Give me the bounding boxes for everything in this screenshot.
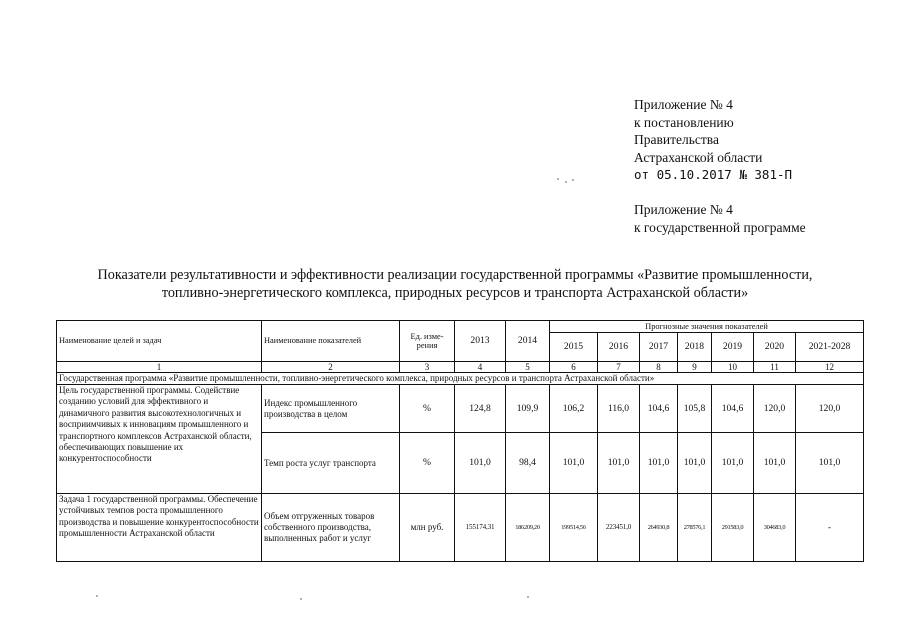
indicator-cell: Темп роста услуг транспорта bbox=[262, 433, 400, 494]
table-row bbox=[57, 385, 864, 433]
value-cell: 101,0 bbox=[712, 433, 754, 494]
header-forecast: Прогнозные значения показателей bbox=[550, 321, 864, 333]
goal-cell: Цель государственной программы. Содействие созданию условий для эффективного и динамичного развития высокотехнологичных и восприимчивых к инновациям промышленного и транспортного комплексов Астраханской области, обеспечивающих повышение их конкурентоспособности bbox=[57, 385, 262, 494]
annex-program-line: к государственной программе bbox=[634, 219, 806, 235]
value-cell: 186209,20 bbox=[506, 494, 550, 562]
unit-cell: % bbox=[400, 385, 455, 433]
header-year-2018: 2018 bbox=[678, 333, 712, 362]
column-index: 11 bbox=[754, 362, 796, 373]
title-line: топливно-энергетического комплекса, природных ресурсов и транспорта Астраханской области» bbox=[161, 285, 749, 301]
column-index: 7 bbox=[598, 362, 640, 373]
task-cell: Задача 1 государственной программы. Обеспечение устойчивых темпов роста промышленного производства и повышение конкурентоспособности промышленности Астраханской области bbox=[57, 494, 262, 562]
value-cell: - bbox=[796, 494, 864, 562]
column-index: 4 bbox=[455, 362, 506, 373]
value-cell: 124,8 bbox=[455, 385, 506, 433]
indicator-cell: Объем отгруженных товаров собственного производства, выполненных работ и услуг bbox=[262, 494, 400, 562]
header-unit: Ед. изме-рения bbox=[400, 321, 455, 362]
column-index: 3 bbox=[400, 362, 455, 373]
value-cell: 264930,8 bbox=[640, 494, 678, 562]
header-year-2014: 2014 bbox=[506, 321, 550, 362]
value-cell: 278576,1 bbox=[678, 494, 712, 562]
value-cell: 101,0 bbox=[550, 433, 598, 494]
scan-speck bbox=[300, 598, 302, 600]
header-year-2016: 2016 bbox=[598, 333, 640, 362]
program-row bbox=[57, 373, 864, 385]
header-year-2021-2028: 2021-2028 bbox=[796, 333, 864, 362]
annex-program-line: Приложение № 4 bbox=[634, 202, 733, 217]
value-cell: 101,0 bbox=[678, 433, 712, 494]
scan-speck bbox=[572, 179, 574, 181]
annex-decree-line: Приложение № 4 bbox=[634, 97, 733, 112]
header-year-2013: 2013 bbox=[455, 321, 506, 362]
indicators-table bbox=[56, 320, 864, 562]
value-cell: 304683,0 bbox=[754, 494, 796, 562]
table-row bbox=[57, 494, 864, 562]
value-cell: 98,4 bbox=[506, 433, 550, 494]
annex-decree-line: Правительства bbox=[634, 132, 719, 147]
column-index: 12 bbox=[796, 362, 864, 373]
column-index: 1 bbox=[57, 362, 262, 373]
decree-date-number: от 05.10.2017 № 381-П bbox=[634, 167, 793, 182]
value-cell: 120,0 bbox=[754, 385, 796, 433]
unit-cell: млн руб. bbox=[400, 494, 455, 562]
indicator-cell: Индекс промышленного производства в целом bbox=[262, 385, 400, 433]
header-year-2020: 2020 bbox=[754, 333, 796, 362]
annex-decree-line: Астраханской области bbox=[634, 149, 763, 165]
header-indicators: Наименование показателей bbox=[262, 321, 400, 362]
document-title bbox=[40, 266, 870, 302]
value-cell: 101,0 bbox=[796, 433, 864, 494]
title-line: Показатели результативности и эффективности реализации государственной программы «Развитие промышленности, bbox=[97, 267, 813, 283]
value-cell: 120,0 bbox=[796, 385, 864, 433]
value-cell: 101,0 bbox=[455, 433, 506, 494]
value-cell: 101,0 bbox=[640, 433, 678, 494]
value-cell: 104,6 bbox=[640, 385, 678, 433]
value-cell: 116,0 bbox=[598, 385, 640, 433]
column-index: 10 bbox=[712, 362, 754, 373]
scan-speck bbox=[557, 178, 559, 180]
header-year-2015: 2015 bbox=[550, 333, 598, 362]
column-index: 5 bbox=[506, 362, 550, 373]
column-index: 6 bbox=[550, 362, 598, 373]
value-cell: 105,8 bbox=[678, 385, 712, 433]
program-title-cell: Государственная программа «Развитие промышленности, топливно-энергетического комплекса, природных ресурсов и транспорта Астраханской области» bbox=[57, 373, 864, 385]
value-cell: 101,0 bbox=[598, 433, 640, 494]
unit-cell: % bbox=[400, 433, 455, 494]
value-cell: 223451,0 bbox=[598, 494, 640, 562]
value-cell: 155174,31 bbox=[455, 494, 506, 562]
column-index: 8 bbox=[640, 362, 678, 373]
column-index: 2 bbox=[262, 362, 400, 373]
value-cell: 199514,56 bbox=[550, 494, 598, 562]
column-index-row bbox=[57, 362, 864, 373]
scan-speck bbox=[565, 181, 567, 183]
value-cell: 106,2 bbox=[550, 385, 598, 433]
header-goals: Наименование целей и задач bbox=[57, 321, 262, 362]
annex-program-block bbox=[634, 201, 806, 236]
annex-decree-line: к постановлению bbox=[634, 114, 734, 130]
annex-decree-block bbox=[634, 96, 792, 184]
header-year-2017: 2017 bbox=[640, 333, 678, 362]
value-cell: 291583,0 bbox=[712, 494, 754, 562]
column-index: 9 bbox=[678, 362, 712, 373]
value-cell: 101,0 bbox=[754, 433, 796, 494]
scan-speck bbox=[527, 596, 529, 598]
value-cell: 104,6 bbox=[712, 385, 754, 433]
header-year-2019: 2019 bbox=[712, 333, 754, 362]
scan-speck bbox=[96, 595, 98, 597]
value-cell: 109,9 bbox=[506, 385, 550, 433]
